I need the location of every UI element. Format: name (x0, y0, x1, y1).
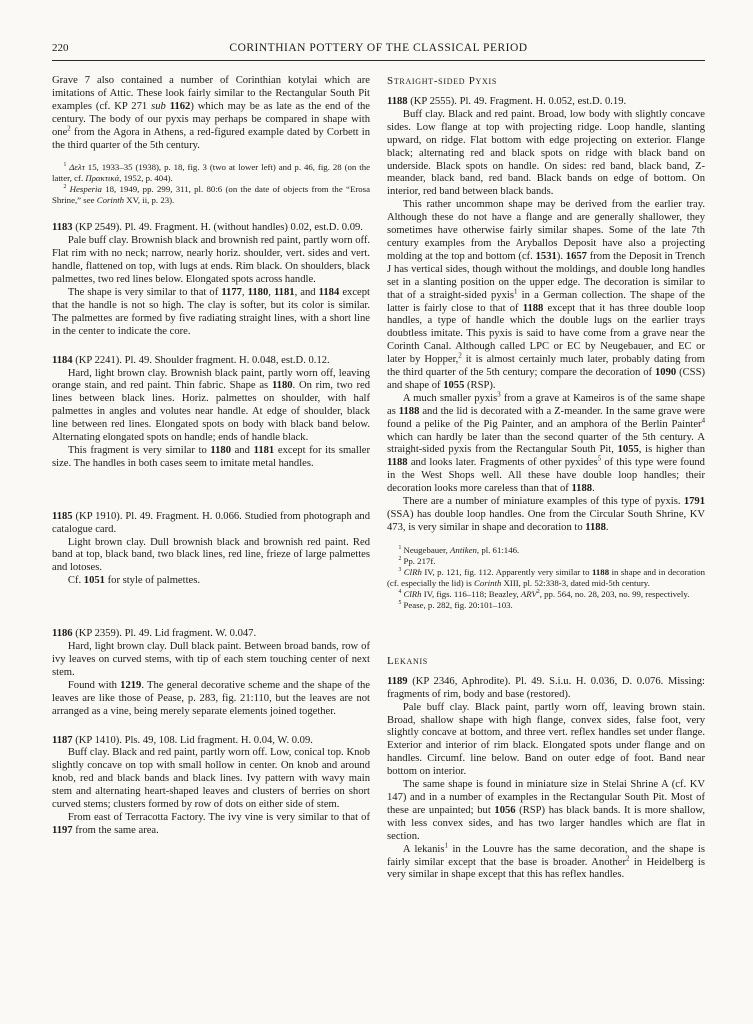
page-header (52, 42, 705, 54)
entry-heading: 1184 (KP 2241). Pl. 49. Shoulder fragment. H. 0.048, est.D. 0.12. (52, 354, 330, 366)
catalog-entry-1188 (387, 96, 705, 535)
entry-paragraph: Buff clay. Black and red paint, partly worn off. Low, conical top. Knob slightly concave on top with small hollow in center. On knob and around knob, red and black bands and black lines. Ivy pattern with wavy main stem and alternating heart-shaped leaves and clusters of berries on short curved stems; clusters formed by row of dots on either side of stem. (52, 747, 370, 811)
entry-paragraph: The same shape is found in miniature size in Stelai Shrine A (cf. KV 147) and in a number of examples in the Rectangular South Pit. Most of these are unpainted; but 1056 (RSP) has black bands. It is more shallow, with less convex sides, and has two larger handles which are flat in section. (387, 779, 705, 842)
catalog-entry-1187 (52, 735, 370, 838)
entry-paragraph: There are a number of miniature examples of this type of pyxis. 1791 (SSA) has double loop handles. One from the Circular South Shrine, KV 473, is very similar in shape and decoration to 1188. (387, 496, 705, 533)
left-footnotes (52, 162, 370, 206)
right-column (387, 75, 705, 882)
page-number: 220 (52, 42, 69, 54)
entry-paragraph: This fragment is very similar to 1180 and 1181 except for its smaller size. The handles in both cases seem to imitate metal handles. (52, 444, 370, 469)
footnote: $^3$ ClRh IV, p. 121, fig. 112. Apparently very similar to 1188 in shape and in decoration (cf. especially the lid) is Corinth XIII, pl. 52:338-3, dated mid-5th century. (387, 566, 705, 588)
left-column (52, 75, 370, 882)
catalog-entry-1183 (52, 222, 370, 338)
catalog-entry-1185 (52, 511, 370, 588)
entry-heading: 1189 (KP 2346, Aphrodite). Pl. 49. S.i.u. H. 0.036, D. 0.076. Missing: fragments of rim, body and base (restored). (387, 675, 705, 700)
header-rule (52, 60, 705, 61)
running-title: CORINTHIAN POTTERY OF THE CLASSICAL PERIOD (229, 42, 528, 54)
entry-paragraph: Pale buff clay. Brownish black and brownish red paint, partly worn off. Flat rim with no neck; narrow, nearly horiz. shoulder, vert. sides and vert. handle, flattened on top, with lugs at ends. Rim black. On shoulders, black palmettes, two red lines below. Elongated spots across handle. (52, 235, 370, 286)
footnote: $^4$ ClRh IV, figs. 116–118; Beazley, ARV$^2$, pp. 564, no. 28, 203, no. 99, respectively. (398, 588, 690, 599)
entry-heading: 1188 (KP 2555). Pl. 49. Fragment. H. 0.052, est.D. 0.19. (387, 96, 627, 107)
entry-paragraph: Buff clay. Black and red paint. Broad, low body with slightly concave sides. Low flange at top with projecting ridge. Loop handle, slanting upward, on ridge. Flat bottom with edge projecting on exterior. Flange black; alternating red and black spots on ridge with black band on underside. Black spots on handle. On sides: red band, black band, Z-meander, black band, red band. Black bands on edge of bottom. On interior, red band between black bands. (387, 108, 705, 198)
entry-paragraph: A lekanis$^1$ in the Louvre has the same decoration, and the shape is fairly similar except that the base is broader. Another$^2$ in Heidelberg is very similar in shape except that this has reflex handles. (387, 842, 705, 881)
entry-paragraph: Hard, light brown clay. Dull black paint. Between broad bands, row of ivy leaves on curved stems, with tip of each stem touching center of next stem. (52, 641, 370, 678)
entry-heading: 1186 (KP 2359). Pl. 49. Lid fragment. W. 0.047. (52, 628, 257, 640)
footnote: $^2$ Hesperia 18, 1949, pp. 299, 311, pl. 80:6 (on the date of objects from the “Erosa Shrine,” see Corinth XV, ii, p. 23). (52, 184, 370, 206)
catalog-entry-1186 (52, 628, 370, 718)
entry-heading: 1187 (KP 1410). Pls. 49, 108. Lid fragment. H. 0.04, W. 0.09. (52, 734, 313, 746)
catalog-entry-1184 (52, 355, 370, 471)
footnote: $^2$ Pp. 217f. (398, 555, 436, 566)
entry-heading: 1185 (KP 1910). Pl. 49. Fragment. H. 0.066. Studied from photograph and catalogue card. (52, 510, 370, 535)
entry-paragraph: Found with 1219. The general decorative scheme and the shape of the leaves are like those of Pease, p. 283, fig. 21:110, but the leaves are not arranged as a vine, being merely separate elements joined together. (52, 679, 370, 717)
section-heading-straight-sided-pyxis: Straight-sided Pyxis (387, 75, 497, 87)
text-columns (52, 75, 705, 882)
entry-paragraph: A much smaller pyxis$^3$ from a grave at Kameiros is of the same shape as 1188 and the lid is decorated with a Z-meander. In the same grave were found a pelike of the Pig Painter, and an amphora of the Berlin Painter$^4$ which can hardly be later than the second quarter of the 5th century. A straight-sided pyxis from the Rectangular South Pit, 1055, is higher than 1188 and looks later. Fragments of other pyxides$^5$ of this type were found in the West Shops well. All these have double loop handles; their decoration looks more careless than that of 1188. (387, 391, 706, 495)
entry-paragraph: This rather uncommon shape may be derived from the earlier tray. Although these do not have a flange and are generally shallower, they sometimes have otherwise fairly similar shapes. Some of the late 7th century examples from the Aryballos Deposit have also a projecting molding at the top and bottom (cf. 1531). 1657 from the Deposit in Trench J has vertical sides, though without the moldings, and double long handles set in a slanting position on the upper edge. The decoration is similar to that of a straight-sided pyxis$^1$ in a German collection. The shape of the latter is fairly close to that of 1188 except that it has three double loop handles, a type of handle which the double lugs on the earlier trays doubtless imitate. This pyxis is said to have come from a grave near the Corinth Canal. Although called LPC or EC by Neugebauer, and EC or later by Hopper,$^2$ it is almost certainly much later, probably dating from the third quarter of the 5th century; compare the decoration of 1090 (CSS) and shape of 1055 (RSP). (387, 199, 706, 391)
entry-paragraph: Hard, light brown clay. Brownish black paint, partly worn off, leaving orange stain, and red paint. Thin fabric. Shape as 1180. On rim, two red lines between black lines. Horiz. palmettes on shoulder, with half palmettes in angles and volutes near handle. At edge of shoulder, black line between red lines. Elongated spots on body with black band below. Alternating elongated spots on handle; ends of handle black. (52, 367, 370, 444)
footnote: $^5$ Pease, p. 282, fig. 20:101–103. (398, 599, 513, 610)
entry-paragraph: Cf. 1051 for style of palmettes. (67, 575, 200, 587)
entry-paragraph: Pale buff clay. Black paint, partly worn off, leaving brown stain. Broad, shallow shape with high flange, convex sides, false foot, very slightly concave at bottom, and three vert. reflex handles set under flange. Exterior and interior of rim black. Elongated spots under flange and on handles. Circumf. line below. Band on outer edge of foot. Band near bottom on interior. (387, 701, 705, 778)
catalog-entry-1189 (387, 676, 705, 883)
section-heading-lekanis: Lekanis (387, 654, 428, 667)
intro-paragraph: Grave 7 also contained a number of Corinthian kotylai which are imitations of Attic. These look fairly similar to the Rectangular South Pit examples (cf. KP 271 sub 1162) which may be as late as the end of the century. The body of our pyxis may perhaps be compared in shape with one$^2$ from the Agora in Athens, a red-figured example dated by Corbett in the third quarter of the 5th century. (52, 75, 371, 151)
footnote: $^1$ Neugebauer, Antiken, pl. 61:146. (398, 544, 520, 555)
entry-heading: 1183 (KP 2549). Pl. 49. Fragment. H. (without handles) 0.02, est.D. 0.09. (52, 222, 363, 234)
right-footnotes (387, 545, 705, 611)
entry-paragraph: The shape is very similar to that of 1177, 1180, 1181, and 1184 except that the handle is not so high. The clay is softer, but its color is similar. The palmettes are formed by five radiating straight lines, with a short line in the center to indicate the core. (52, 286, 370, 337)
entry-paragraph: From east of Terracotta Factory. The ivy vine is very similar to that of 1197 from the same area. (52, 811, 370, 836)
footnote: $^1$ Δελτ 15, 1933–35 (1938), p. 18, fig. 3 (two at lower left) and p. 46, fig. 28 (on the latter, cf. Πρακτικά, 1952, p. 404). (52, 162, 370, 184)
entry-paragraph: Light brown clay. Dull brownish black and brownish red paint. Red band at top, black band, two black lines, red line, frieze of large palmettes and lotoses. (52, 536, 370, 574)
